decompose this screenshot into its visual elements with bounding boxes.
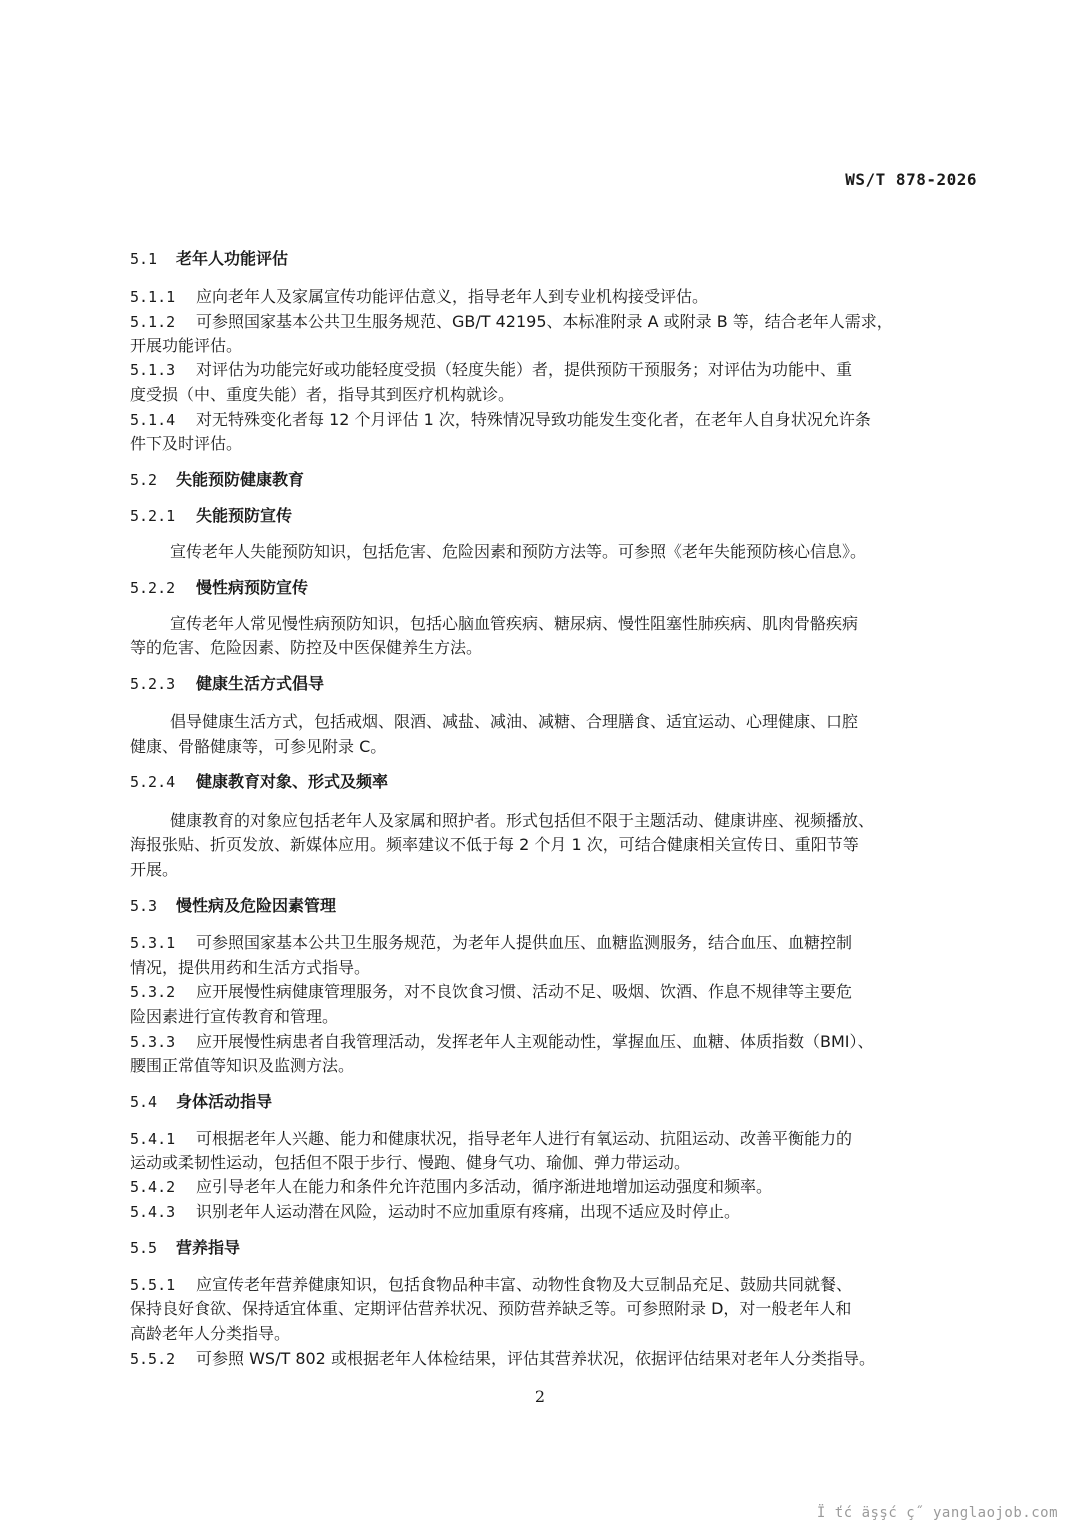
- clause-number: 5.5.1: [130, 1276, 176, 1294]
- clause-text: 对无特殊变化者每 12 个月评估 1 次，特殊情况导致功能发生变化者，在老年人自身状况允许条: [196, 410, 871, 429]
- subsection-number: 5.2.4: [130, 773, 176, 791]
- clause-number: 5.3.3: [130, 1033, 176, 1051]
- section-title: 失能预防健康教育: [176, 470, 305, 489]
- section-number: 5.1: [130, 250, 158, 268]
- section-number: 5.2: [130, 471, 158, 489]
- clause-continuation: 开展功能评估。: [130, 336, 243, 355]
- clause: [130, 309, 978, 335]
- subsection-heading: [130, 575, 978, 601]
- clause-text: 可参照国家基本公共卫生服务规范，为老年人提供血压、血糖监测服务，结合血压、血糖控制: [196, 933, 853, 952]
- clause: [130, 407, 978, 433]
- subsection-title: 慢性病预防宣传: [196, 578, 309, 597]
- paragraph-continuation: 等的危害、危险因素、防控及中医保健养生方法。: [130, 638, 483, 657]
- clause: [130, 930, 978, 956]
- clause-text: 应向老年人及家属宣传功能评估意义，指导老年人到专业机构接受评估。: [196, 287, 709, 306]
- clause-number: 5.3.2: [130, 983, 176, 1001]
- clause-continuation: 险因素进行宣传教育和管理。: [130, 1007, 339, 1026]
- clause-number: 5.1.4: [130, 411, 176, 429]
- clause-text: 可参照国家基本公共卫生服务规范、GB/T 42195、本标准附录 A 或附录 B 等，结合老年人需求，: [196, 312, 893, 331]
- section-number: 5.3: [130, 897, 158, 915]
- subsection-number: 5.2.1: [130, 507, 176, 525]
- clause-text: 识别老年人运动潜在风险，运动时不应加重原有疼痛，出现不适应及时停止。: [196, 1202, 741, 1221]
- section-heading: [130, 246, 978, 272]
- section-heading: [130, 1089, 978, 1115]
- clause-number: 5.4.2: [130, 1178, 176, 1196]
- page-number: 2: [534, 1387, 546, 1406]
- clause-text: 可参照 WS/T 802 或根据老年人体检结果，评估其营养状况，依据评估结果对老年人分类指导。: [196, 1349, 875, 1368]
- section-number: 5.5: [130, 1239, 158, 1257]
- clause-continuation: 情况，提供用药和生活方式指导。: [130, 958, 371, 977]
- subsection-heading: [130, 769, 978, 795]
- paragraph: 宣传老年人失能预防知识，包括危害、危险因素和预防方法等。可参照《老年失能预防核心信息》。: [170, 542, 867, 561]
- clause-number: 5.4.3: [130, 1203, 176, 1221]
- clause-number: 5.3.1: [130, 934, 176, 952]
- clause-continuation: 运动或柔韧性运动，包括但不限于步行、慢跑、健身气功、瑜伽、弹力带运动。: [130, 1153, 691, 1172]
- section-heading: [130, 467, 978, 493]
- clause: [130, 1029, 978, 1055]
- clause-number: 5.1.2: [130, 313, 176, 331]
- clause-number: 5.4.1: [130, 1130, 176, 1148]
- clause-continuation: 保持良好食欲、保持适宜体重、定期评估营养状况、预防营养缺乏等。可参照附录 D，对一般老年人和: [130, 1299, 852, 1318]
- clause: [130, 1199, 978, 1225]
- clause-text: 应引导老年人在能力和条件允许范围内多活动，循序渐进地增加运动强度和频率。: [196, 1177, 773, 1196]
- paragraph-continuation: 开展。: [130, 860, 179, 879]
- clause-continuation: 度受损（中、重度失能）者，指导其到医疗机构就诊。: [130, 385, 515, 404]
- clause: [130, 357, 978, 383]
- clause-number: 5.1.1: [130, 288, 176, 306]
- paragraph-continuation: 海报张贴、折页发放、新媒体应用。频率建议不低于每 2 个月 1 次，可结合健康相关宣传日、重阳节等: [130, 835, 859, 854]
- section-title: 身体活动指导: [176, 1092, 273, 1111]
- section-number: 5.4: [130, 1093, 158, 1111]
- subsection-heading: [130, 503, 978, 529]
- subsection-title: 健康生活方式倡导: [196, 674, 325, 693]
- standard-code: WS/T 878-2026: [845, 170, 977, 189]
- section-heading: [130, 893, 978, 919]
- clause-continuation: 件下及时评估。: [130, 434, 243, 453]
- clause-text: 对评估为功能完好或功能轻度受损（轻度失能）者，提供预防干预服务；对评估为功能中、重: [196, 360, 853, 379]
- clause-number: 5.5.2: [130, 1350, 176, 1368]
- clause: [130, 979, 978, 1005]
- subsection-number: 5.2.2: [130, 579, 176, 597]
- clause: [130, 1346, 978, 1372]
- paragraph: 宣传老年人常见慢性病预防知识，包括心脑血管疾病、糖尿病、慢性阻塞性肺疾病、肌肉骨骼疾病: [170, 614, 859, 633]
- clause-continuation: 高龄老年人分类指导。: [130, 1324, 291, 1343]
- clause-number: 5.1.3: [130, 361, 176, 379]
- clause: [130, 1174, 978, 1200]
- clause-continuation: 腰围正常值等知识及监测方法。: [130, 1056, 355, 1075]
- clause-text: 应开展慢性病患者自我管理活动，发挥老年人主观能动性，掌握血压、血糖、体质指数（BMI）、: [196, 1032, 874, 1051]
- clause-text: 应开展慢性病健康管理服务，对不良饮食习惯、活动不足、吸烟、饮酒、作息不规律等主要危: [196, 982, 853, 1001]
- clause-text: 可根据老年人兴趣、能力和健康状况，指导老年人进行有氧运动、抗阻运动、改善平衡能力的: [196, 1129, 853, 1148]
- clause-text: 应宣传老年营养健康知识，包括食物品种丰富、动物性食物及大豆制品充足、鼓励共同就餐、: [196, 1275, 853, 1294]
- subsection-title: 健康教育对象、形式及频率: [196, 772, 389, 791]
- clause: [130, 1126, 978, 1152]
- paragraph-continuation: 健康、骨骼健康等，可参见附录 C。: [130, 737, 387, 756]
- section-title: 慢性病及危险因素管理: [176, 896, 337, 915]
- paragraph: 健康教育的对象应包括老年人及家属和照护者。形式包括但不限于主题活动、健康讲座、视频播放、: [170, 811, 875, 830]
- section-title: 老年人功能评估: [176, 249, 289, 268]
- subsection-number: 5.2.3: [130, 675, 176, 693]
- subsection-heading: [130, 671, 978, 697]
- clause: [130, 284, 978, 310]
- section-title: 营养指导: [176, 1238, 241, 1257]
- paragraph: 倡导健康生活方式，包括戒烟、限酒、减盐、减油、减糖、合理膳食、适宜运动、心理健康、口腔: [170, 712, 859, 731]
- watermark: Ï ťć äşşć ç˝ yanglaojob.com: [816, 1505, 1058, 1521]
- subsection-title: 失能预防宣传: [196, 506, 293, 525]
- clause: [130, 1272, 978, 1298]
- section-heading: [130, 1235, 978, 1261]
